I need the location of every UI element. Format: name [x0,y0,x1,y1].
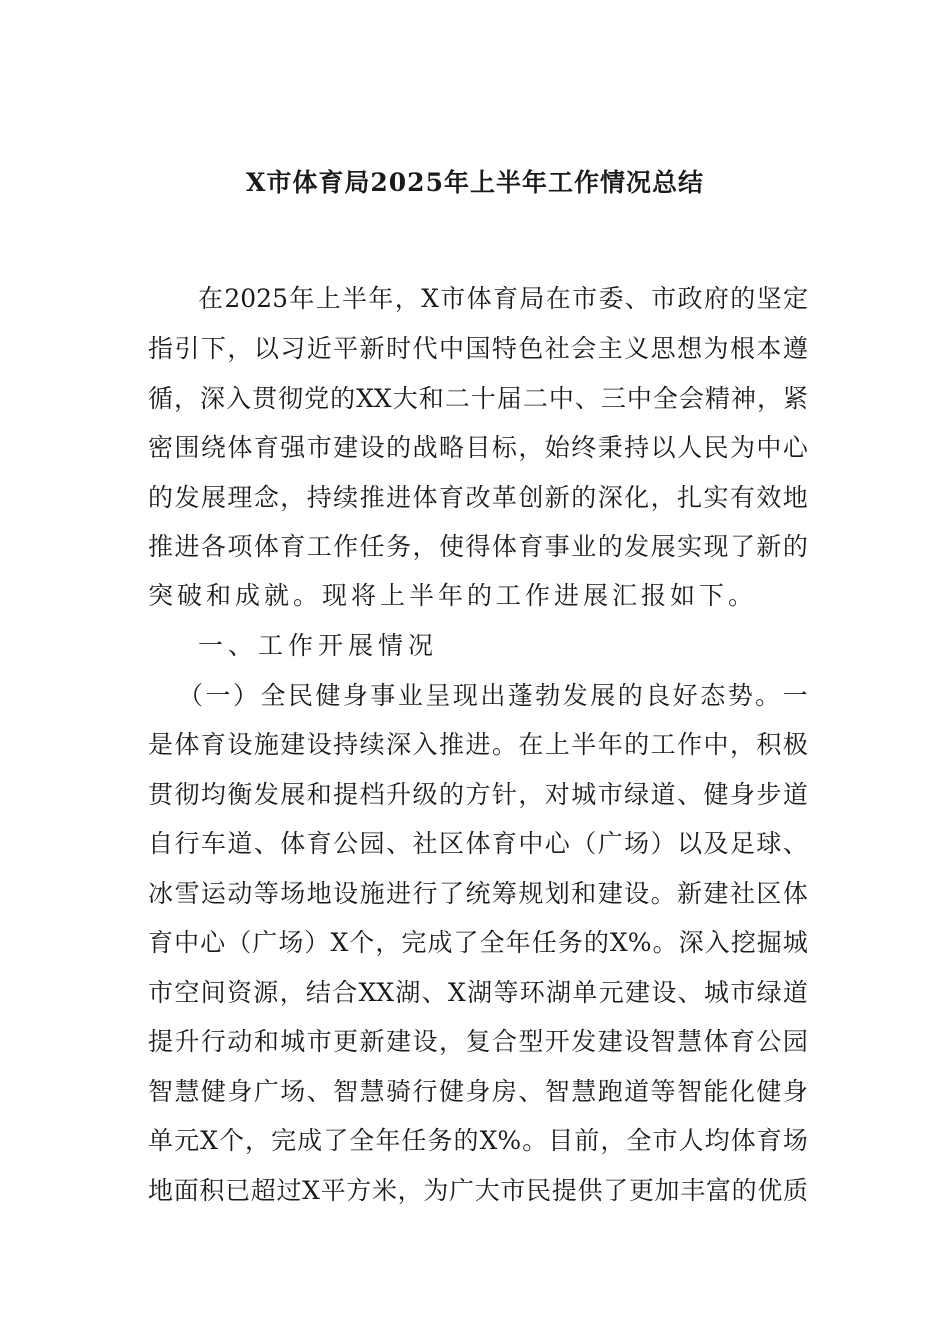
paragraph-line: 突破和成就。现将上半年的工作进展汇报如下。 [148,581,758,610]
paragraph-line: 指 引 下 ， 以 习 近 平 新 时 代 中 国 特 色 社 会 主 义 思 想 为 根 本 遵 [148,334,808,363]
document-title: X市体育局2025年上半年工作情况总结 [246,168,704,197]
paragraph-line: 市 空 间 资 源 ， 结 合 XX 湖 、 X 湖 等 环 湖 单 元 建 设 、 城 市 绿 道 [148,978,808,1007]
paragraph-line: 地 面 积 已 超 过 X 平 方 米 ， 为 广 大 市 民 提 供 了 更 加 丰 富 的 优 质 [148,1176,808,1205]
paragraph-line: 育 中 心 （ 广 场 ） X 个 ， 完 成 了 全 年 任 务 的 X% 。 深 入 挖 掘 城 [148,928,808,957]
section-heading: 一、工作开展情况 [198,631,439,660]
paragraph-line: 循 ， 深 入 贯 彻 党 的 XX 大 和 二 十 届 二 中 、 三 中 全 会 精 神 ， 紧 [148,384,808,413]
paragraph-line: 冰 雪 运 动 等 场 地 设 施 进 行 了 统 筹 规 划 和 建 设 。 新 建 社 区 体 [148,879,808,908]
paragraph-line: 密 围 绕 体 育 强 市 建 设 的 战 略 目 标 ， 始 终 秉 持 以 人 民 为 中 心 [148,433,808,462]
paragraph-line: 自 行 车 道 、 体 育 公 园 、 社 区 体 育 中 心 （ 广 场 ） 以 及 足 球 、 [148,829,808,858]
paragraph-line: 智 慧 健 身 广 场 、 智 慧 骑 行 健 身 房 、 智 慧 跑 道 等 智 能 化 健 身 [148,1077,808,1106]
paragraph-line: 在 2025 年 上 半 年 ， X 市 体 育 局 在 市 委 、 市 政 府 的 坚 定 [198,284,808,313]
paragraph-line: 是 体 育 设 施 建 设 持 续 深 入 推 进 。 在 上 半 年 的 工 作 中 ， 积 极 [148,730,808,759]
paragraph-line: 推 进 各 项 体 育 工 作 任 务 ， 使 得 体 育 事 业 的 发 展 实 现 了 新 的 [148,532,808,561]
paragraph-line: 的 发 展 理 念 ， 持 续 推 进 体 育 改 革 创 新 的 深 化 ， 扎 实 有 效 地 [148,483,808,512]
paragraph-line: 提 升 行 动 和 城 市 更 新 建 设 ， 复 合 型 开 发 建 设 智 慧 体 育 公 园 [148,1027,808,1056]
paragraph-line: （ 一 ） 全 民 健 身 事 业 呈 现 出 蓬 勃 发 展 的 良 好 态 势 。 一 [178,681,808,710]
paragraph-line: 单 元 X 个 ， 完 成 了 全 年 任 务 的 X% 。 目 前 ， 全 市 人 均 体 育 场 [148,1126,808,1155]
paragraph-line: 贯 彻 均 衡 发 展 和 提 档 升 级 的 方 针 ， 对 城 市 绿 道 、 健 身 步 道 [148,780,808,809]
